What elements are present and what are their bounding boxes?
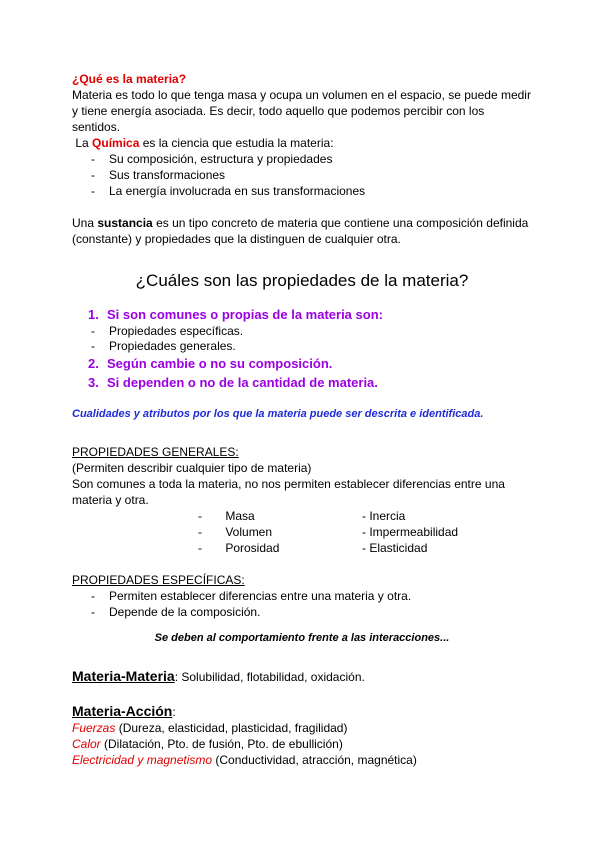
materia-accion-row xyxy=(72,752,532,768)
list-item xyxy=(88,354,532,373)
row-term: Calor xyxy=(72,737,101,751)
list-item: - Su composición, estructura y propiedades xyxy=(91,151,532,167)
quimica-bullets xyxy=(72,151,532,199)
row-text: (Dureza, elasticidad, plasticidad, fragilidad) xyxy=(115,721,348,735)
generales-paren: (Permiten describir cualquier tipo de materia) xyxy=(72,461,312,475)
materia-definition: Materia es todo lo que tenga masa y ocupa un volumen en el espacio, se puede medir y tiene energía asociada. Es decir, todo aquello que podemos percibir con los sentidos. xyxy=(72,88,531,134)
generales-columns xyxy=(72,508,532,556)
list-item: - Inercia xyxy=(362,509,406,523)
sustancia-suffix: es un tipo concreto de materia que contiene una composición definida (constante) y propiedades que la distinguen de cualquier otra. xyxy=(72,216,529,246)
row-text: (Dilatación, Pto. de fusión, Pto. de ebullición) xyxy=(100,737,343,751)
especificas-bullets xyxy=(72,588,532,620)
materia-materia-text: : Solubilidad, flotabilidad, oxidación. xyxy=(174,670,365,684)
list-item xyxy=(88,373,532,392)
generales-col-1 xyxy=(198,508,279,556)
generales-col-2 xyxy=(362,508,458,556)
especificas-note: Se deben al comportamiento frente a las interacciones... xyxy=(154,632,450,644)
item-number: 1. xyxy=(88,307,99,322)
generales-desc: Son comunes a toda la materia, no nos permiten establecer diferencias entre una materia y otra. xyxy=(72,477,505,507)
quimica-suffix: es la ciencia que estudia la materia: xyxy=(142,136,334,150)
quimica-word: Química xyxy=(92,136,140,150)
list-item: - Depende de la composición. xyxy=(91,604,532,620)
quimica-line xyxy=(72,135,532,151)
properties-heading: ¿Cuáles son las propiedades de la materia? xyxy=(135,271,469,290)
list-item: - Permiten establecer diferencias entre una materia y otra. xyxy=(91,588,532,604)
generales-title: PROPIEDADES GENERALES: xyxy=(72,445,239,459)
blue-note: Cualidades y atributos por los que la materia puede ser descrita e identificada. xyxy=(72,408,484,420)
question-heading: ¿Qué es la materia? xyxy=(72,72,187,86)
list-item: - Porosidad xyxy=(198,541,280,555)
list-item: - Impermeabilidad xyxy=(362,525,459,539)
row-text: (Conductividad, atracción, magnética) xyxy=(212,753,417,767)
document-page xyxy=(72,71,532,768)
item-number: 3. xyxy=(88,375,99,390)
materia-materia-line xyxy=(72,668,532,685)
sustancia-paragraph xyxy=(72,215,532,247)
list-item: - Propiedades específicas. xyxy=(91,324,532,339)
especificas-title: PROPIEDADES ESPECÍFICAS: xyxy=(72,573,245,587)
properties-list-2 xyxy=(72,354,532,392)
list-item: - Volumen xyxy=(198,525,273,539)
row-term: Fuerzas xyxy=(72,721,116,735)
list-item: - Propiedades generales. xyxy=(91,339,532,354)
item-text: Si son comunes o propias de la materia son: xyxy=(107,307,383,322)
list-item: - Masa xyxy=(198,509,255,523)
materia-accion-row xyxy=(72,736,532,752)
materia-materia-label: Materia-Materia xyxy=(72,668,175,684)
materia-accion-heading xyxy=(72,703,532,720)
item-text: Según cambie o no su composición. xyxy=(107,356,333,371)
sustancia-prefix: Una xyxy=(72,216,95,230)
materia-accion-colon: : xyxy=(172,705,176,719)
list-item: - Elasticidad xyxy=(362,541,428,555)
item-number: 2. xyxy=(88,356,99,371)
item-text: Si dependen o no de la cantidad de materia. xyxy=(107,375,378,390)
list-item: - Sus transformaciones xyxy=(91,167,532,183)
quimica-prefix: La xyxy=(75,136,89,150)
list-item xyxy=(88,305,532,324)
materia-accion-label: Materia-Acción xyxy=(72,703,173,719)
list-item: - La energía involucrada en sus transformaciones xyxy=(91,183,532,199)
properties-sub-bullets xyxy=(72,324,532,354)
materia-accion-row xyxy=(72,720,532,736)
properties-list-1 xyxy=(72,305,532,324)
sustancia-word: sustancia xyxy=(97,216,153,230)
row-term: Electricidad y magnetismo xyxy=(72,753,213,767)
